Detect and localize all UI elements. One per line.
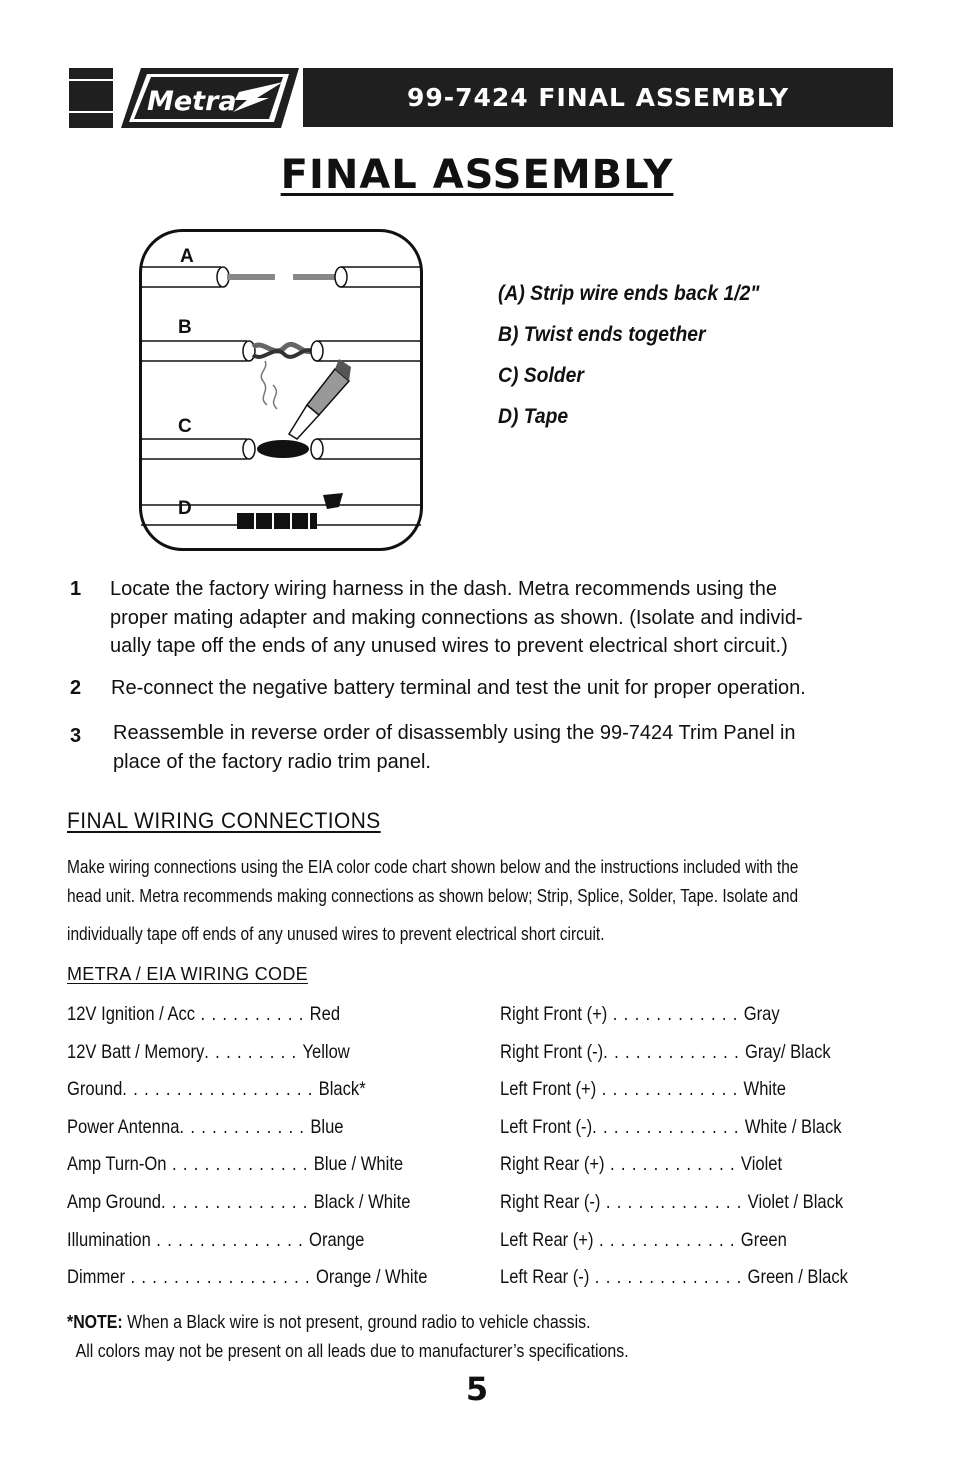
page-title <box>0 152 954 198</box>
ground-note <box>67 1307 629 1365</box>
wire-row-amp-ground: Amp Ground. . . . . . . . . . . . . . Black / White <box>67 1190 411 1213</box>
paragraph-line: Make wiring connections using the EIA color code chart shown below and the instructions included with the <box>67 857 799 877</box>
diagram-label-a: A <box>180 246 194 267</box>
wiring-paragraph <box>67 853 799 949</box>
wire-row-amp-turn-on: Amp Turn-On . . . . . . . . . . . . . Blue / White <box>67 1153 404 1176</box>
page-title-text: FINAL ASSEMBLY <box>280 152 674 198</box>
instruction-number: 1 <box>70 578 82 600</box>
wire-row-left-rear-neg: Left Rear (-) . . . . . . . . . . . . . . Green / Black <box>500 1266 848 1289</box>
note-line-1: When a Black wire is not present, ground radio to vehicle chassis. <box>122 1311 591 1332</box>
wire-row-power-antenna: Power Antenna. . . . . . . . . . . . Blue <box>67 1115 344 1138</box>
splice-steps-list <box>498 280 898 444</box>
wire-row-ignition: 12V Ignition / Acc . . . . . . . . . . Red <box>67 1003 341 1025</box>
wiring-section-heading: FINAL WIRING CONNECTIONS <box>67 808 381 833</box>
wire-row-right-rear-pos: Right Rear (+) . . . . . . . . . . . . Violet <box>500 1153 783 1176</box>
instruction-text: Re-connect the negative battery terminal and test the unit for proper operation. <box>111 677 806 699</box>
instruction-number: 2 <box>70 677 82 699</box>
step-solder: C) Solder <box>498 364 584 387</box>
svg-text:Metra: Metra <box>147 86 237 117</box>
header-bar <box>303 68 893 127</box>
note-line-2: All colors may not be present on all leads due to manufacturer’s specifications. <box>75 1340 629 1361</box>
instruction-3 <box>70 719 890 779</box>
paragraph-line: individually tape off ends of any unused wires to prevent electrical short circuit. <box>67 924 605 944</box>
wire-row-left-front-pos: Left Front (+) . . . . . . . . . . . . . White <box>500 1078 786 1101</box>
wire-row-left-front-neg: Left Front (-). . . . . . . . . . . . . . White / Black <box>500 1115 842 1138</box>
page-number: 5 <box>465 1370 489 1408</box>
step-strip: (A) Strip wire ends back 1/2" <box>498 282 760 305</box>
step-twist: B) Twist ends together <box>498 323 706 346</box>
wire-row-right-front-neg: Right Front (-). . . . . . . . . . . . . Gray/ Black <box>500 1040 831 1063</box>
wire-row-right-rear-neg: Right Rear (-) . . . . . . . . . . . . . Violet / Black <box>500 1190 844 1213</box>
wire-row-illumination: Illumination . . . . . . . . . . . . . . Orange <box>67 1228 365 1251</box>
diagram-label-d: D <box>178 498 192 519</box>
step-tape: D) Tape <box>498 405 569 428</box>
header-title: 99-7424 FINAL ASSEMBLY <box>406 83 790 112</box>
metra-logo <box>69 68 299 128</box>
wire-row-ground: Ground. . . . . . . . . . . . . . . . . . Black* <box>67 1078 366 1101</box>
instruction-text: Locate the factory wiring harness in the dash. Metra recommends using the proper mating adapter and making connections as shown. (Isolate and individ- ually tape off the ends of any unused wires to prevent electrical short circuit.) <box>110 578 803 657</box>
wiring-code-heading: METRA / EIA WIRING CODE <box>67 964 308 984</box>
instruction-number: 3 <box>70 725 82 747</box>
wire-row-left-rear-pos: Left Rear (+) . . . . . . . . . . . . . Green <box>500 1228 787 1251</box>
wire-row-dimmer: Dimmer . . . . . . . . . . . . . . . . . Orange / White <box>67 1266 428 1289</box>
note-label: *NOTE: <box>67 1311 123 1332</box>
diagram-label-b: B <box>178 317 192 338</box>
metra-logo-graphic <box>69 68 299 128</box>
diagram-label-c: C <box>178 416 192 437</box>
wire-row-battery: 12V Batt / Memory. . . . . . . . . Yellow <box>67 1040 350 1063</box>
splice-diagram-graphic <box>139 229 423 551</box>
instruction-2 <box>70 674 890 706</box>
instruction-text: Reassemble in reverse order of disassembly using the 99-7424 Trim Panel in place of the factory radio trim panel. <box>113 722 796 773</box>
wiring-code-left-column <box>67 998 491 1299</box>
instruction-1 <box>70 575 890 665</box>
splice-diagram <box>139 229 423 551</box>
wiring-code-right-column <box>500 998 909 1299</box>
wire-row-right-front-pos: Right Front (+) . . . . . . . . . . . . Gray <box>500 1003 780 1025</box>
paragraph-line: head unit. Metra recommends making connections as shown below; Strip, Splice, Solder, Tape. Isolate and <box>67 886 799 906</box>
